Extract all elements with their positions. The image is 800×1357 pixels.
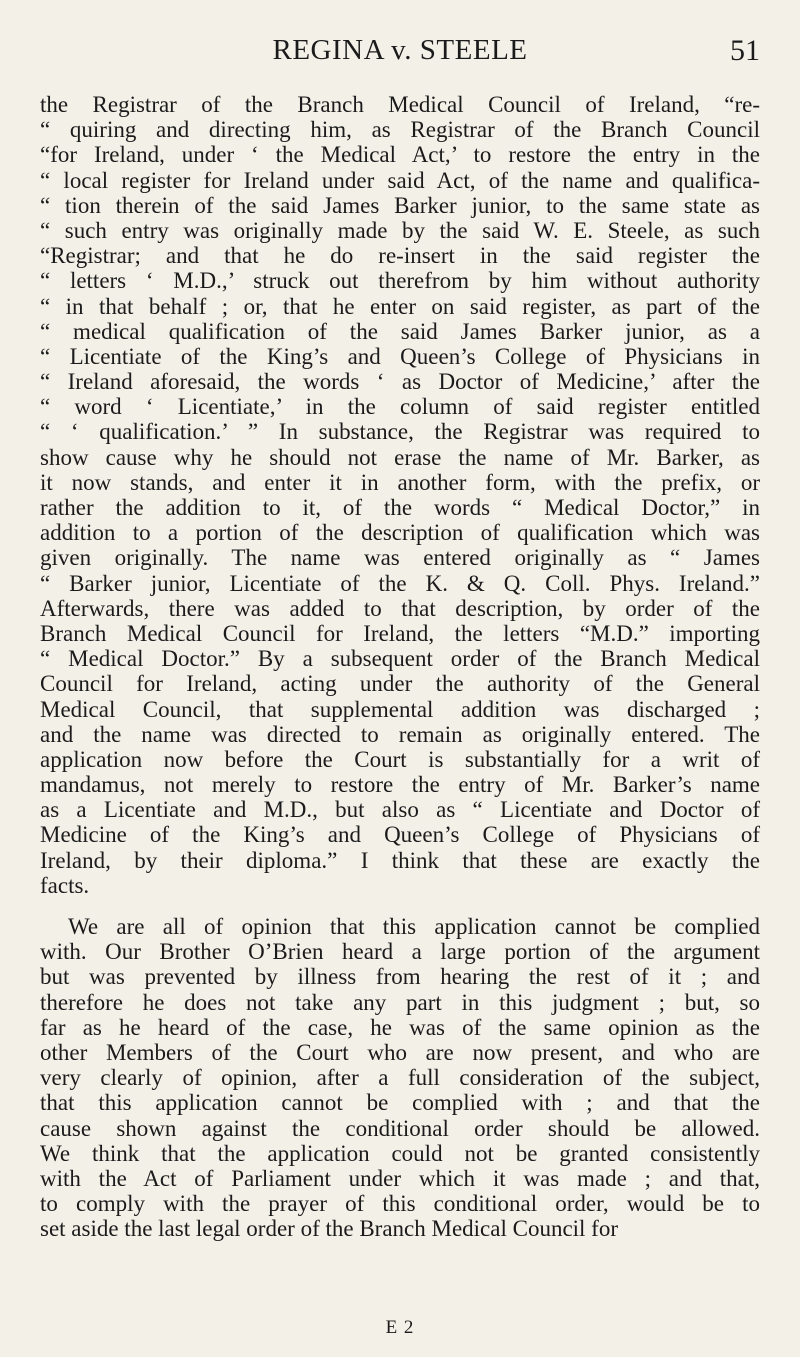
text-line: Council for Ireland, acting under the authority of the General [40, 671, 760, 697]
text-line: with. Our Brother O’Brien heard a large portion of the argument [40, 939, 760, 965]
text-line: addition to a portion of the description of qualification which was [40, 520, 760, 546]
text-line: “ local register for Ireland under said Act, of the name and qualifica- [40, 167, 760, 193]
text-line: “ medical qualification of the said James Barker junior, as a [40, 318, 760, 344]
text-line: We are all of opinion that this application cannot be complied [68, 914, 760, 939]
text-line: the Registrar of the Branch Medical Council of Ireland, “re- [40, 92, 760, 117]
text-line: Afterwards, there was added to that description, by order of the [40, 595, 760, 621]
text-line: that this application cannot be complied with ; and that the [40, 1090, 760, 1116]
text-line: Branch Medical Council for Ireland, the letters “M.D.” importing [40, 620, 760, 646]
text-line: “ Medical Doctor.” By a subsequent order of the Branch Medical [40, 646, 760, 672]
text-line: Medicine of the King’s and Queen’s College of Physicians of [40, 822, 760, 848]
page-number: 51 [730, 34, 760, 67]
text-line: “ such entry was originally made by the said W. E. Steele, as such [40, 217, 760, 243]
text-line: to comply with the prayer of this conditional order, would be to [40, 1191, 760, 1217]
text-line: set aside the last legal order of the Branch Medical Council for [40, 1216, 618, 1242]
text-line: rather the addition to it, of the words “ Medical Doctor,” in [40, 495, 760, 520]
text-line: as a Licentiate and M.D., but also as “ Licentiate and Doctor of [40, 797, 760, 823]
text-line: “ quiring and directing him, as Registrar of the Branch Council [40, 117, 760, 143]
text-line: given originally. The name was entered originally as “ James [40, 545, 760, 571]
text-line: cause shown against the conditional order should be allowed. [40, 1115, 760, 1141]
paragraph [40, 914, 760, 1241]
signature-mark: E 2 [385, 1317, 415, 1338]
text-line: mandamus, not merely to restore the entry of Mr. Barker’s name [40, 772, 760, 798]
text-line: Medical Council, that supplemental addition was discharged ; [40, 696, 760, 722]
text-line: very clearly of opinion, after a full consideration of the subject, [40, 1065, 760, 1091]
text-line: with the Act of Parliament under which it was made ; and that, [40, 1165, 760, 1191]
body-text [40, 92, 760, 1241]
text-line: other Members of the Court who are now present, and who are [40, 1039, 760, 1065]
text-line: and the name was directed to remain as originally entered. The [40, 721, 760, 747]
text-line: it now stands, and enter it in another form, with the prefix, or [40, 469, 760, 495]
text-line: show cause why he should not erase the name of Mr. Barker, as [40, 444, 760, 470]
text-line: “for Ireland, under ‘ the Medical Act,’ to restore the entry in the [40, 142, 760, 168]
text-line: Ireland, by their diploma.” I think that these are exactly the [40, 847, 760, 873]
text-line: facts. [40, 872, 90, 898]
text-line: far as he heard of the case, he was of the same opinion as the [40, 1014, 760, 1040]
text-line: “ word ‘ Licentiate,’ in the column of said register entitled [40, 394, 760, 420]
text-line: “ Licentiate of the King’s and Queen’s College of Physicians in [40, 343, 760, 369]
text-line: “ ‘ qualification.’ ” In substance, the Registrar was required to [40, 419, 760, 445]
text-line: “ Ireland aforesaid, the words ‘ as Doctor of Medicine,’ after the [40, 369, 760, 395]
text-line: therefore he does not take any part in this judgment ; but, so [40, 989, 760, 1015]
text-line: but was prevented by illness from hearing the rest of it ; and [40, 964, 760, 990]
text-line: “ tion therein of the said James Barker junior, to the same state as [40, 192, 760, 218]
text-line: “ in that behalf ; or, that he enter on said register, as part of the [40, 293, 760, 319]
text-line: “Registrar; and that he do re-insert in the said register the [40, 243, 760, 269]
page-header [40, 34, 760, 74]
text-line: “ Barker junior, Licentiate of the K. & Q. Coll. Phys. Ireland.” [40, 570, 760, 596]
running-head: REGINA v. STEELE [272, 34, 528, 66]
paragraph [40, 92, 760, 898]
paragraph-gap [40, 898, 760, 914]
text-line: application now before the Court is substantially for a writ of [40, 746, 760, 772]
text-line: “ letters ‘ M.D.,’ struck out therefrom by him without authority [40, 268, 760, 294]
text-line: We think that the application could not be granted consistently [40, 1140, 760, 1166]
